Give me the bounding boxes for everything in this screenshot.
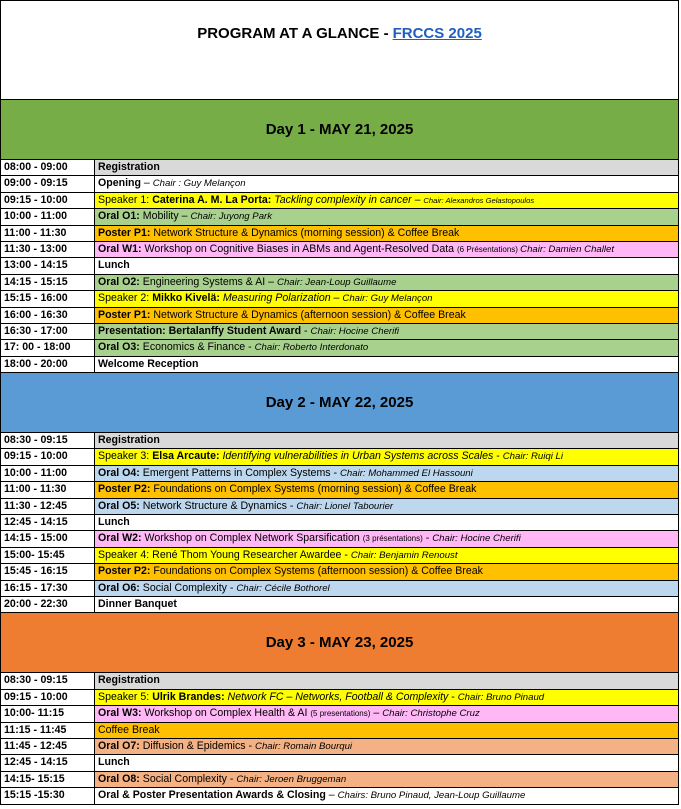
schedule-row bbox=[1, 673, 678, 689]
event-text: Measuring Polarization bbox=[222, 292, 331, 305]
schedule-row bbox=[1, 755, 678, 771]
schedule-row bbox=[1, 160, 678, 176]
schedule-row bbox=[1, 690, 678, 706]
time-slot: 11:30 - 13:00 bbox=[1, 242, 95, 257]
time-slot: 10:00 - 11:00 bbox=[1, 466, 95, 481]
event-text: Lunch bbox=[98, 756, 130, 769]
event-text: Speaker 2: bbox=[98, 292, 153, 305]
event-text: Foundations on Complex Systems (afternoon session) & Coffee Break bbox=[153, 565, 483, 578]
time-slot: 11:15 - 11:45 bbox=[1, 723, 95, 738]
event-cell bbox=[95, 176, 678, 191]
event-cell bbox=[95, 433, 678, 448]
time-slot: 08:30 - 09:15 bbox=[1, 433, 95, 448]
schedule-row bbox=[1, 482, 678, 498]
event-text: - bbox=[422, 532, 433, 545]
event-text: (3 présentations) bbox=[362, 534, 423, 544]
schedule-row bbox=[1, 209, 678, 225]
chair-text: Chair : Guy Melançon bbox=[152, 178, 246, 190]
event-text: – bbox=[330, 292, 343, 305]
chair-text: Chair: Guy Melançon bbox=[342, 293, 433, 305]
chair-text: Chair: Cécile Bothorel bbox=[236, 582, 330, 594]
time-slot: 12:45 - 14:15 bbox=[1, 755, 95, 770]
event-cell bbox=[95, 308, 678, 323]
event-cell bbox=[95, 466, 678, 481]
event-text: Network Structure & Dynamics (afternoon session) & Coffee Break bbox=[153, 308, 466, 321]
schedule-row bbox=[1, 433, 678, 449]
event-cell bbox=[95, 673, 678, 688]
event-text: Poster P2: bbox=[98, 565, 154, 578]
event-cell bbox=[95, 449, 678, 464]
day-header: Day 3 - MAY 23, 2025 bbox=[1, 613, 678, 673]
event-text: Engineering Systems & AI – bbox=[142, 275, 278, 288]
schedule-row bbox=[1, 357, 678, 373]
event-cell bbox=[95, 772, 678, 787]
event-text: Oral W1: bbox=[98, 242, 145, 255]
time-slot: 14:15- 15:15 bbox=[1, 772, 95, 787]
chair-text: Chair: Christophe Cruz bbox=[382, 708, 480, 720]
event-text: - bbox=[493, 450, 503, 463]
event-cell bbox=[95, 209, 678, 224]
chair-text: Chair: Romain Bourqui bbox=[255, 740, 353, 752]
day-header: Day 1 - MAY 21, 2025 bbox=[1, 100, 678, 160]
chair-text: Chair: Lionel Tabourier bbox=[296, 500, 394, 512]
event-cell bbox=[95, 755, 678, 770]
event-cell bbox=[95, 581, 678, 596]
event-text: Network FC – Networks, Football & Complexity bbox=[227, 690, 449, 703]
event-text: Coffee Break bbox=[98, 723, 160, 736]
event-cell bbox=[95, 499, 678, 514]
chair-text: Chair: Hocine Cherifi bbox=[310, 325, 400, 337]
event-text: Opening bbox=[98, 177, 141, 190]
event-text: Mobility – bbox=[142, 210, 191, 223]
time-slot: 08:30 - 09:15 bbox=[1, 673, 95, 688]
event-cell bbox=[95, 788, 678, 803]
time-slot: 14:15 - 15:15 bbox=[1, 275, 95, 290]
time-slot: 13:00 - 14:15 bbox=[1, 258, 95, 273]
event-text: Oral O8: bbox=[98, 772, 143, 785]
event-cell bbox=[95, 291, 678, 306]
event-text: Diffusion & Epidemics - bbox=[142, 739, 256, 752]
event-text: Poster P1: bbox=[98, 308, 154, 321]
event-text: Registration bbox=[98, 434, 160, 447]
time-slot: 09:15 - 10:00 bbox=[1, 193, 95, 208]
time-slot: 12:45 - 14:15 bbox=[1, 515, 95, 530]
event-text: Speaker 5: bbox=[98, 690, 153, 703]
schedule-row bbox=[1, 723, 678, 739]
time-slot: 09:15 - 10:00 bbox=[1, 690, 95, 705]
event-text: Oral O7: bbox=[98, 739, 143, 752]
schedule-row bbox=[1, 772, 678, 788]
program-title-text: PROGRAM AT A GLANCE - bbox=[197, 25, 389, 42]
time-slot: 15:45 - 16:15 bbox=[1, 564, 95, 579]
time-slot: 17: 00 - 18:00 bbox=[1, 340, 95, 355]
chair-text: Chair: Roberto Interdonato bbox=[254, 342, 369, 354]
event-text: Network Structure & Dynamics (morning session) & Coffee Break bbox=[153, 226, 460, 239]
schedule-row bbox=[1, 788, 678, 804]
schedule-row bbox=[1, 564, 678, 580]
event-cell bbox=[95, 597, 678, 612]
frccs-link[interactable]: FRCCS 2025 bbox=[392, 25, 482, 42]
event-cell bbox=[95, 275, 678, 290]
event-cell bbox=[95, 160, 678, 175]
schedule-row bbox=[1, 531, 678, 547]
schedule-row bbox=[1, 324, 678, 340]
event-text: – bbox=[411, 193, 424, 206]
time-slot: 11:45 - 12:45 bbox=[1, 739, 95, 754]
event-cell bbox=[95, 690, 678, 705]
event-text: Registration bbox=[98, 161, 160, 173]
event-text: Presentation: Bertalanffy Student Award bbox=[98, 324, 302, 337]
time-slot: 10:00- 11:15 bbox=[1, 706, 95, 721]
schedule-row bbox=[1, 499, 678, 515]
time-slot: 11:00 - 11:30 bbox=[1, 226, 95, 241]
event-text: Welcome Reception bbox=[98, 357, 199, 370]
event-text: Oral O6: bbox=[98, 581, 143, 594]
event-text: Social Complexity - bbox=[142, 581, 237, 594]
chair-text: Chair: Damien Challet bbox=[520, 243, 614, 255]
event-text: Speaker 3: bbox=[98, 450, 153, 463]
chair-text: Chair: Jeroen Bruggeman bbox=[236, 773, 347, 785]
event-text: – bbox=[325, 789, 338, 802]
event-cell bbox=[95, 482, 678, 497]
event-text: - bbox=[341, 548, 351, 561]
time-slot: 18:00 - 20:00 bbox=[1, 357, 95, 372]
event-text: Workshop on Complex Network Sparsification bbox=[144, 532, 363, 545]
event-text: Oral O4: bbox=[98, 466, 143, 479]
event-text: Poster P2: bbox=[98, 483, 154, 496]
event-text: Oral O1: bbox=[98, 210, 143, 223]
schedule-row bbox=[1, 597, 678, 613]
event-text: (6 Présentations) bbox=[457, 244, 521, 254]
chair-text: Chair: Benjamin Renoust bbox=[350, 549, 458, 561]
event-text: – bbox=[140, 177, 153, 190]
event-text: Lunch bbox=[98, 516, 130, 529]
chair-text: Chair: Mohammed El Hassouni bbox=[339, 467, 473, 479]
time-slot: 15:15 -15:30 bbox=[1, 788, 95, 803]
chair-text: Chair: Ruiqi Li bbox=[502, 451, 563, 463]
time-slot: 11:00 - 11:30 bbox=[1, 482, 95, 497]
schedule-row bbox=[1, 581, 678, 597]
time-slot: 15:15 - 16:00 bbox=[1, 291, 95, 306]
schedule-row bbox=[1, 340, 678, 356]
event-text: – bbox=[370, 707, 383, 720]
event-cell bbox=[95, 226, 678, 241]
event-text: Caterina A. M. La Porta: bbox=[152, 193, 275, 206]
schedule-row bbox=[1, 258, 678, 274]
time-slot: 09:00 - 09:15 bbox=[1, 176, 95, 191]
program-title bbox=[1, 1, 678, 100]
event-cell bbox=[95, 531, 678, 546]
event-text: Economics & Finance - bbox=[142, 341, 255, 354]
event-text: Tackling complexity in cancer bbox=[274, 193, 412, 206]
time-slot: 10:00 - 11:00 bbox=[1, 209, 95, 224]
event-cell bbox=[95, 193, 678, 208]
event-text: Poster P1: bbox=[98, 226, 154, 239]
event-text: Foundations on Complex Systems (morning session) & Coffee Break bbox=[153, 483, 477, 496]
event-text: Network Structure & Dynamics - bbox=[142, 499, 297, 512]
event-text: Oral W2: bbox=[98, 532, 145, 545]
schedule-row bbox=[1, 548, 678, 564]
event-text: (5 presentations) bbox=[310, 709, 371, 719]
event-cell bbox=[95, 242, 678, 257]
event-text: - bbox=[301, 324, 311, 337]
time-slot: 09:15 - 10:00 bbox=[1, 449, 95, 464]
event-text: Oral O5: bbox=[98, 499, 143, 512]
chair-text: Chair: Jean-Loup Guillaume bbox=[277, 276, 397, 288]
schedule-row bbox=[1, 176, 678, 192]
event-cell bbox=[95, 515, 678, 530]
event-cell bbox=[95, 258, 678, 273]
time-slot: 16:00 - 16:30 bbox=[1, 308, 95, 323]
event-cell bbox=[95, 723, 678, 738]
schedule-row bbox=[1, 739, 678, 755]
event-cell bbox=[95, 564, 678, 579]
event-text: Speaker 4: René Thom Young Researcher Awardee bbox=[98, 548, 342, 561]
event-text: Speaker 1: bbox=[98, 193, 153, 206]
event-cell bbox=[95, 340, 678, 355]
day-header: Day 2 - MAY 22, 2025 bbox=[1, 373, 678, 433]
event-cell bbox=[95, 739, 678, 754]
time-slot: 16:15 - 17:30 bbox=[1, 581, 95, 596]
event-text: Mikko Kivelä: bbox=[152, 292, 223, 305]
chair-text: Chair: Juyong Park bbox=[190, 211, 273, 223]
event-text: Elsa Arcaute: bbox=[152, 450, 223, 463]
schedule-row bbox=[1, 291, 678, 307]
schedule-row bbox=[1, 515, 678, 531]
event-text: Oral & Poster Presentation Awards & Closing bbox=[98, 789, 326, 802]
chair-text: Chair: Alexandros Gelastopoulos bbox=[423, 195, 535, 205]
time-slot: 11:30 - 12:45 bbox=[1, 499, 95, 514]
time-slot: 20:00 - 22:30 bbox=[1, 597, 95, 612]
event-text: Registration bbox=[98, 674, 160, 687]
time-slot: 14:15 - 15:00 bbox=[1, 531, 95, 546]
chair-text: Chair: Hocine Cherifi bbox=[432, 533, 521, 545]
schedule-row bbox=[1, 706, 678, 722]
event-text: Emergent Patterns in Complex Systems - bbox=[142, 466, 340, 479]
event-text: Dinner Banquet bbox=[98, 597, 177, 610]
days-container bbox=[1, 100, 678, 805]
schedule-row bbox=[1, 242, 678, 258]
event-text: Oral O3: bbox=[98, 341, 143, 354]
event-cell bbox=[95, 548, 678, 563]
schedule-row bbox=[1, 308, 678, 324]
schedule-row bbox=[1, 226, 678, 242]
chair-text: Chairs: Bruno Pinaud, Jean-Loup Guillaume bbox=[337, 790, 526, 802]
event-cell bbox=[95, 357, 678, 372]
event-cell bbox=[95, 706, 678, 721]
event-text: Identifying vulnerabilities in Urban Systems across Scales bbox=[222, 450, 494, 463]
time-slot: 08:00 - 09:00 bbox=[1, 160, 95, 175]
time-slot: 15:00- 15:45 bbox=[1, 548, 95, 563]
event-text: - bbox=[448, 690, 458, 703]
schedule-row bbox=[1, 275, 678, 291]
event-text: Oral O2: bbox=[98, 275, 143, 288]
event-cell bbox=[95, 324, 678, 339]
event-text: Workshop on Complex Health & AI bbox=[144, 707, 311, 720]
event-text: Oral W3: bbox=[98, 707, 145, 720]
event-text: Ulrik Brandes: bbox=[152, 690, 228, 703]
schedule-row bbox=[1, 193, 678, 209]
schedule-row bbox=[1, 449, 678, 465]
chair-text: Chair: Bruno Pinaud bbox=[457, 691, 545, 703]
event-text: Lunch bbox=[98, 259, 130, 272]
schedule-row bbox=[1, 466, 678, 482]
event-text: Social Complexity - bbox=[142, 772, 237, 785]
time-slot: 16:30 - 17:00 bbox=[1, 324, 95, 339]
event-text: Workshop on Cognitive Biases in ABMs and Agent-Resolved Data bbox=[144, 242, 458, 255]
